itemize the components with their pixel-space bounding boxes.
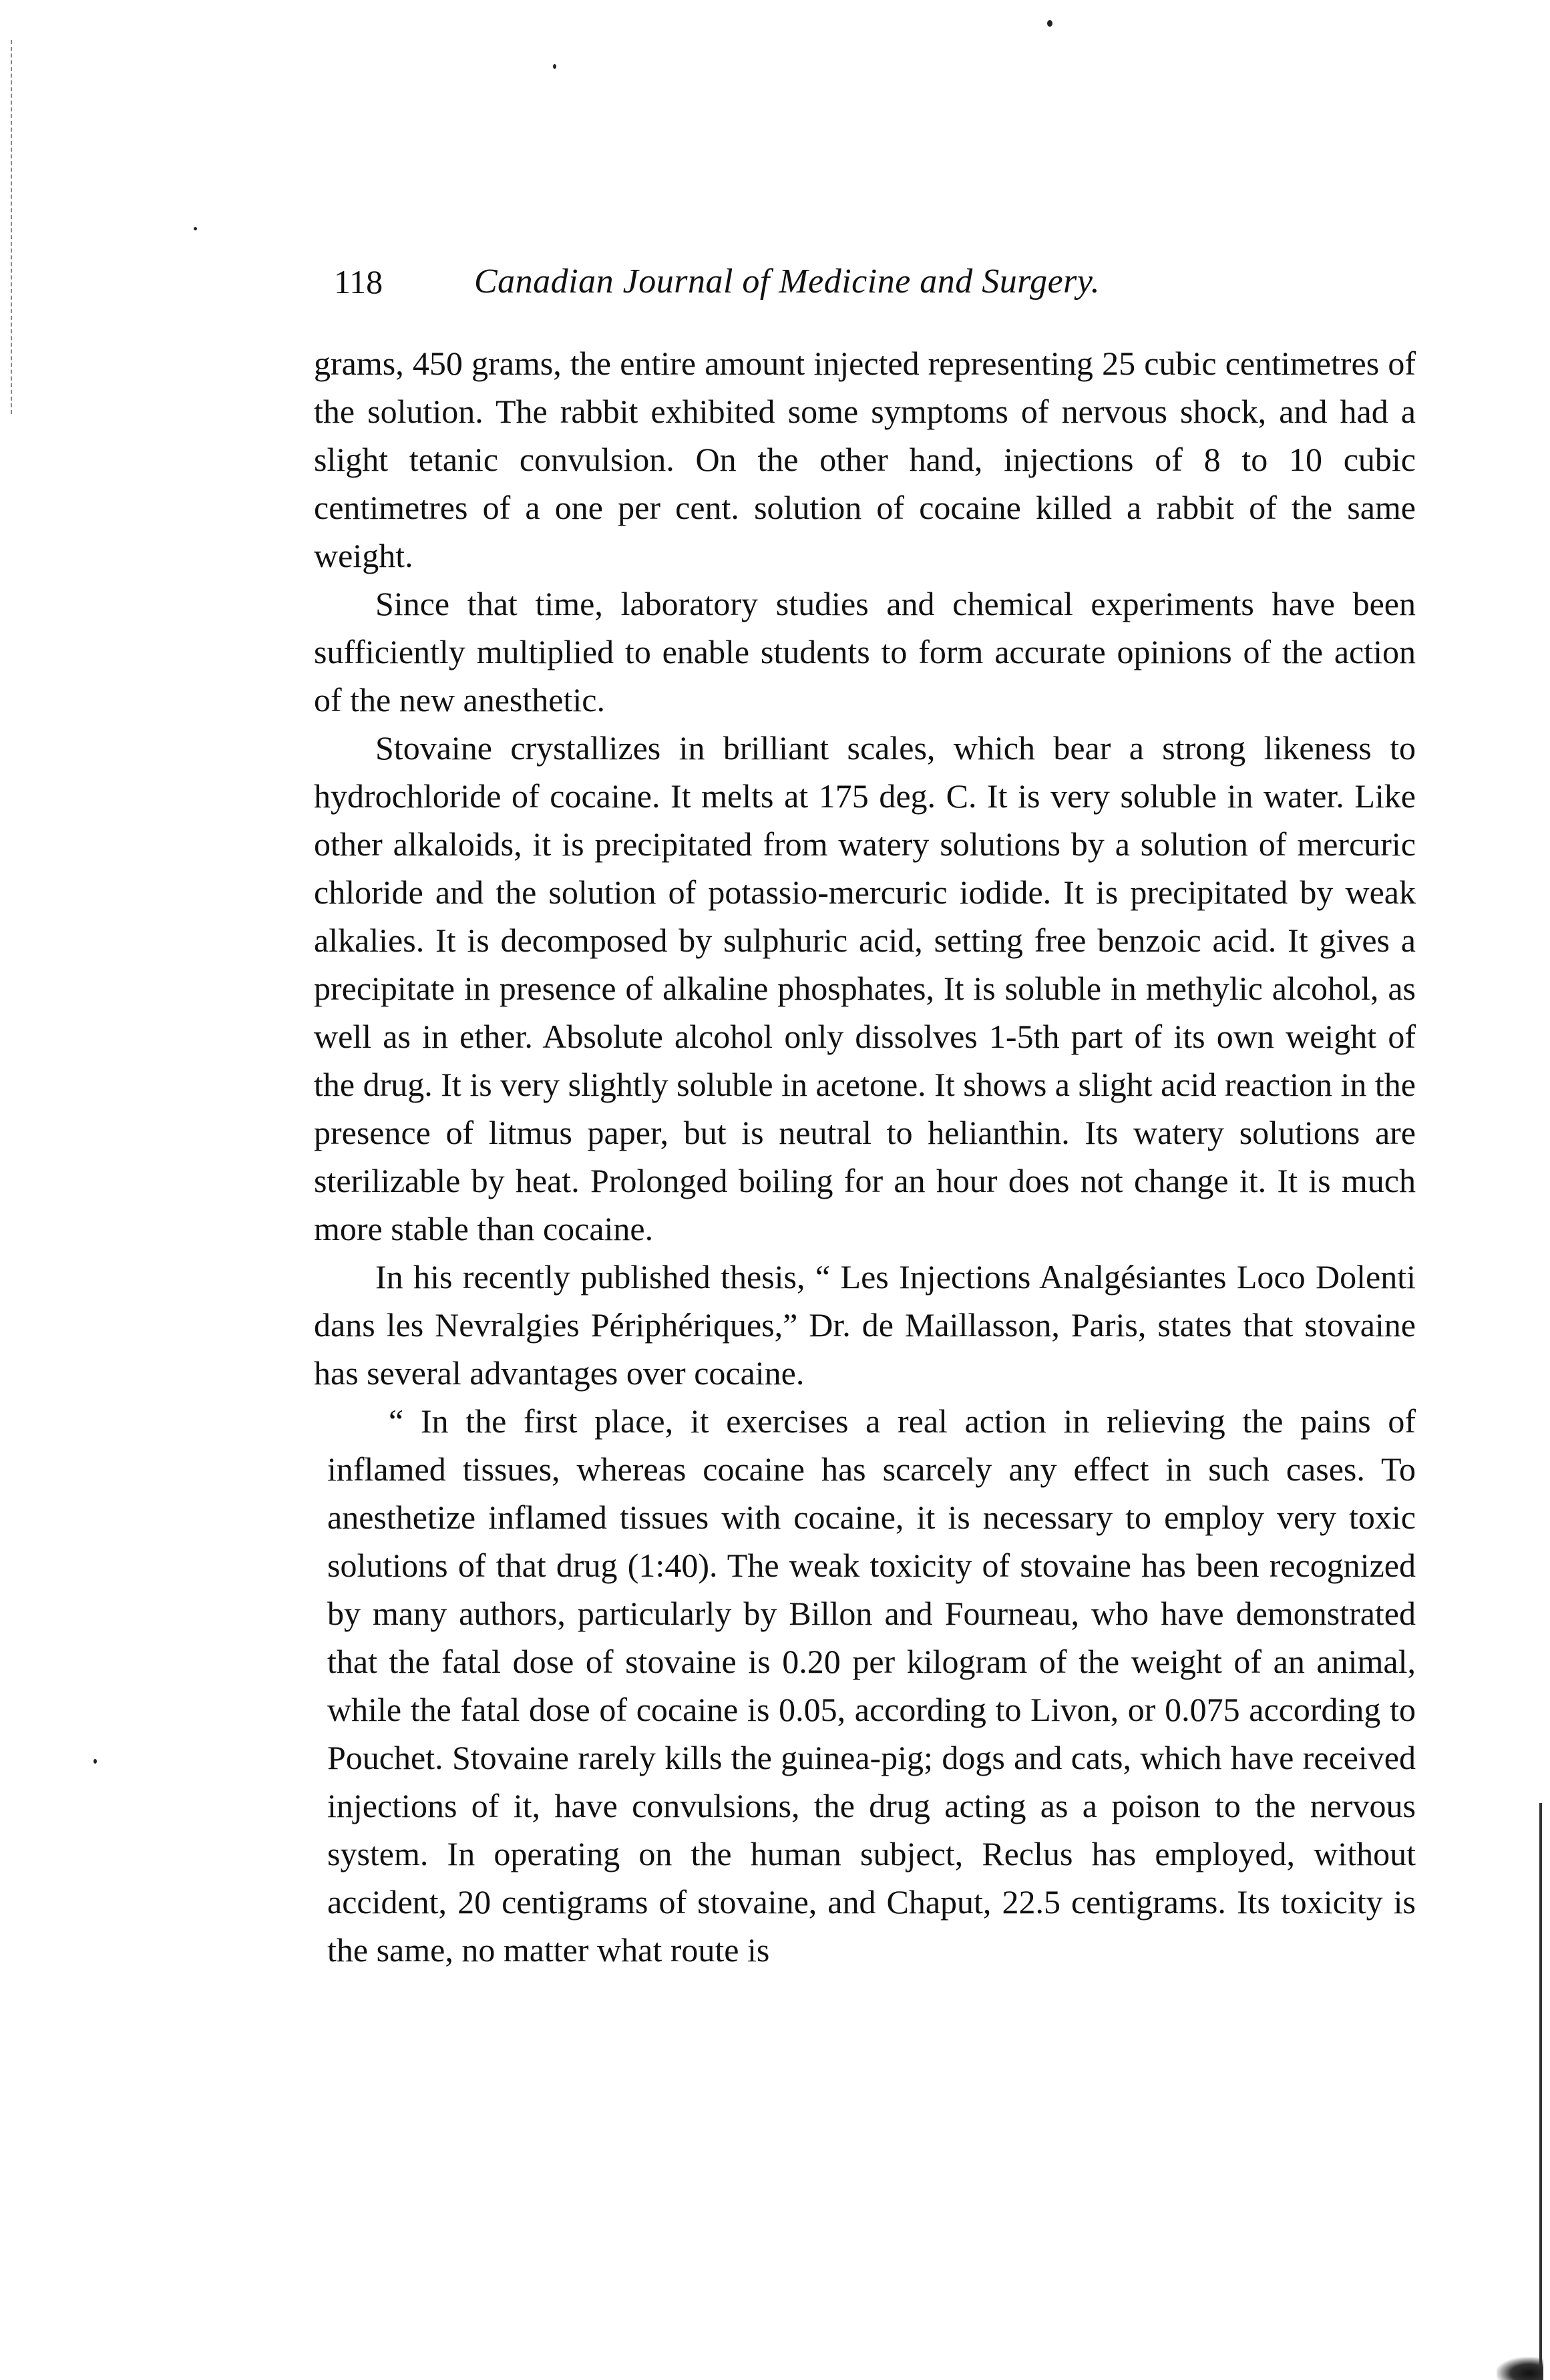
- paragraph: grams, 450 grams, the entire amount injected representing 25 cubic centimetres of the solution. The rabbit exhibited some symptoms of nervous shock, and had a slight tetanic convulsion. On the other hand, injections of 8 to 10 cubic centimetres of a one per cent. solution of cocaine killed a rabbit of the same weight.: [314, 345, 1416, 574]
- page-header: [334, 255, 1416, 309]
- scan-edge-mark: [11, 40, 13, 414]
- scan-speck: [553, 64, 556, 69]
- page-number: 118: [334, 263, 383, 301]
- scan-smudge: [1497, 2357, 1543, 2380]
- journal-title: Canadian Journal of Medicine and Surgery.: [474, 262, 1101, 301]
- scan-speck: [1047, 20, 1052, 27]
- article-body: [314, 339, 1416, 1974]
- paragraph: Since that time, laboratory studies and chemical experiments have been sufficiently multiplied to enable students to form accurate opinions of the action of the new anesthetic.: [314, 585, 1416, 719]
- scan-speck: [194, 227, 197, 230]
- paragraph: In his recently published thesis, “ Les Injections Analgésiantes Loco Dolenti dans les Nevralgies Périphériques,” Dr. de Maillasson, Paris, states that stovaine has several advantages over cocaine.: [314, 1258, 1416, 1392]
- quoted-paragraph: “ In the first place, it exercises a real action in relieving the pains of inflamed tissues, whereas cocaine has scarcely any effect in such cases. To anesthetize inflamed tissues with cocaine, it is necessary to employ very toxic solutions of that drug (1:40). The weak toxicity of stovaine has been recognized by many authors, particularly by Billon and Fourneau, who have demonstrated that the fatal dose of stovaine is 0.20 per kilogram of the weight of an animal, while the fatal dose of cocaine is 0.05, according to Livon, or 0.075 according to Pouchet. Stovaine rarely kills the guinea-pig; dogs and cats, which have received injections of it, have convulsions, the drug acting as a poison to the nervous system. In operating on the human subject, Reclus has employed, without accident, 20 centigrams of stovaine, and Chaput, 22.5 centigrams. Its toxicity is the same, no matter what route is: [327, 1402, 1416, 1969]
- scan-speck: [93, 1759, 97, 1764]
- paragraph: Stovaine crystallizes in brilliant scales, which bear a strong likeness to hydrochloride of cocaine. It melts at 175 deg. C. It is very soluble in water. Like other alkaloids, it is precipitated from watery solutions by a solution of mercuric chloride and the solution of potassio-mercuric iodide. It is precipitated by weak alkalies. It is decomposed by sulphuric acid, setting free benzoic acid. It gives a precipitate in presence of alkaline phosphates, It is soluble in methylic alcohol, as well as in ether. Absolute alcohol only dissolves 1-5th part of its own weight of the drug. It is very slightly soluble in acetone. It shows a slight acid reaction in the presence of litmus paper, but is neutral to helianthin. Its watery solutions are sterilizable by heat. Prolonged boiling for an hour does not change it. It is much more stable than cocaine.: [314, 729, 1416, 1247]
- scan-edge-mark: [1539, 1803, 1542, 2377]
